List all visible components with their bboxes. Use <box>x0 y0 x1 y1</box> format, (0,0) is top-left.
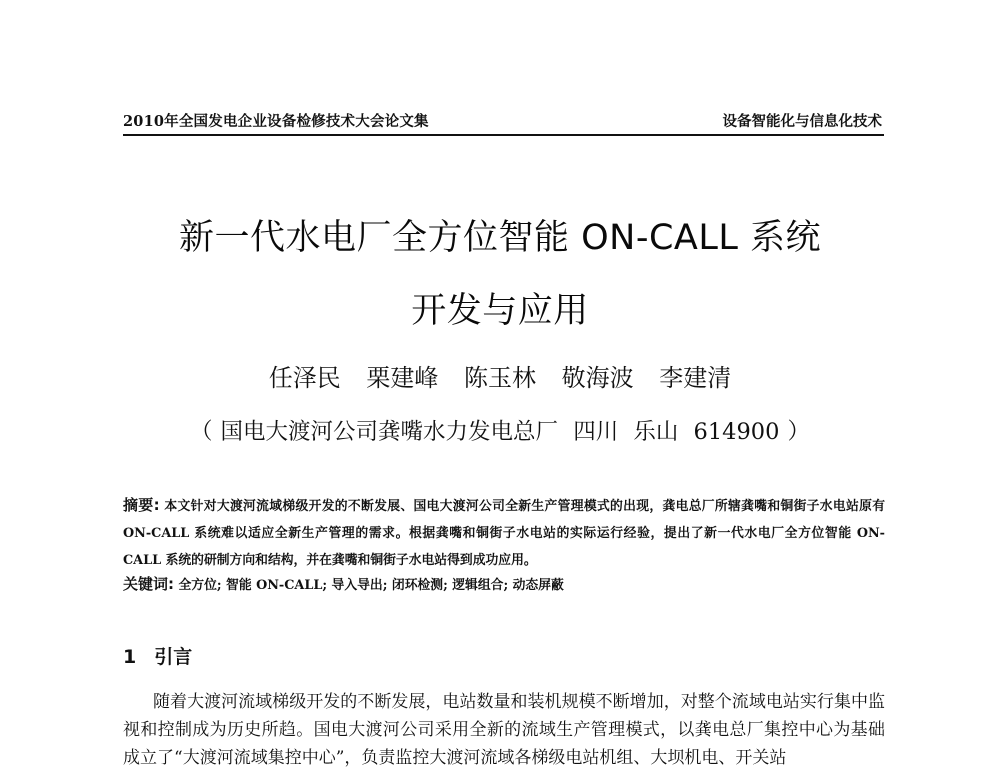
affiliation-province: 四川 <box>573 419 619 445</box>
body-paragraph <box>123 688 885 772</box>
affiliation-postcode: 614900 <box>693 419 780 445</box>
body-paragraph-text: 随着大渡河流域梯级开发的不断发展，电站数量和装机规模不断增加，对整个流域电站实行集中监视和控制成为历史所趋。国电大渡河公司采用全新的流域生产管理模式，以龚电总厂集控中心为基础成立了“大渡河流域集控中心”，负责监控大渡河流域各梯级电站机组、大坝机电、开关站 <box>123 692 885 768</box>
abstract-label: 摘要: <box>123 496 160 514</box>
affiliation-open-paren: （ <box>190 419 213 445</box>
affiliation-city: 乐山 <box>633 419 679 445</box>
author-affiliation <box>0 414 1000 446</box>
keywords-text: 全方位; 智能 ON-CALL; 导入导出; 闭环检测; 逻辑组合; 动态屏蔽 <box>178 578 564 593</box>
section-number: 1 <box>123 646 137 668</box>
author-list: 任泽民 栗建峰 陈玉林 敬海波 李建清 <box>268 364 732 392</box>
affiliation-close-paren: ） <box>787 419 810 445</box>
keywords <box>123 573 885 594</box>
section-title: 引言 <box>154 646 193 668</box>
affiliation-organization: 国电大渡河公司龚嘴水力发电总厂 <box>220 419 559 445</box>
running-header <box>123 108 884 136</box>
abstract <box>123 492 885 574</box>
keywords-label: 关键词: <box>123 575 174 593</box>
section-heading <box>123 642 192 669</box>
paper-title-line-2: 开发与应用 <box>411 291 589 331</box>
paper-title-line-1: 新一代水电厂全方位智能 ON-CALL 系统 <box>179 218 821 258</box>
header-section-topic: 设备智能化与信息化技术 <box>722 113 882 130</box>
abstract-text: 本文针对大渡河流域梯级开发的不断发展、国电大渡河公司全新生产管理模式的出现，龚电总厂所辖龚嘴和铜街子水电站原有 ON-CALL 系统难以适应全新生产管理的需求。根据龚嘴和铜街子水电站的实际运行经验，提出了新一代水电厂全方位智能 ON-CALL 系统的研制方向和结构，并在龚嘴和铜街子水电站得到成功应用。 <box>123 499 886 568</box>
header-proceedings-title: 2010年全国发电企业设备检修技术大会论文集 <box>123 113 429 130</box>
